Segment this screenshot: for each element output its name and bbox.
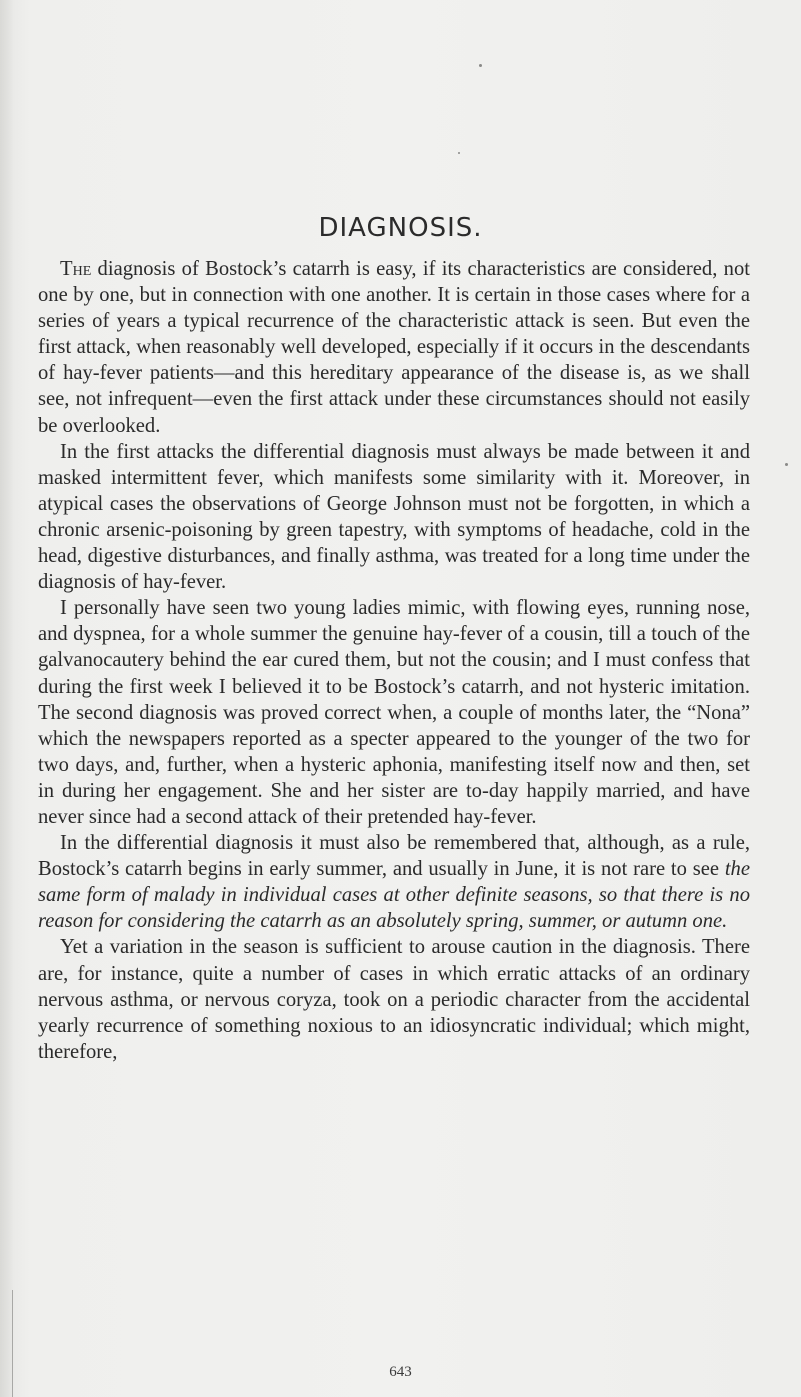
paragraph-1-lead: The <box>60 258 92 280</box>
page-number: 643 <box>389 1364 412 1380</box>
gutter-shadow <box>0 0 14 1397</box>
paragraph-1 <box>38 256 750 439</box>
paragraph-4-text: In the differential diagnosis it must also be remembered that, although, as a rule, Bostock’s catarrh begins in early summer, and usually in June, it is not rare to see <box>38 832 750 881</box>
paragraph-1-text: diagnosis of Bostock’s catarrh is easy, if its characteristics are considered, not one by one, but in connection with one another. It is certain in those cases where for a series of years a typical recurrence of the characteristic attack is seen. But even the first attack, when reasonably well developed, especially if it occurs in the descendants of hay-fever patients—and this hereditary appearance of the disease is, as we shall see, not infrequent—even the first attack under these circumstances should not easily be overlooked. <box>38 258 750 437</box>
paragraph-3: I personally have seen two young ladies mimic, with flowing eyes, running nose, and dyspnea, for a whole summer the genuine hay-fever of a cousin, till a touch of the galvanocautery behind the ear cured them, but not the cousin; and I must confess that during the first week I believed it to be Bostock’s catarrh, and not hysteric imitation. The second diagnosis was proved correct when, a couple of months later, the “Nona” which the newspapers reported as a specter appeared to the younger of the two for two days, and, further, when a hysteric aphonia, manifesting itself now and then, set in during her engagement. She and her sister are to-day happily married, and have never since had a second attack of their pretended hay-fever. <box>38 597 750 828</box>
paragraph-4-italic: the same form of malady in individual cases at other definite seasons, so that there is no reason for considering the catarrh as an absolutely spring, summer, or autumn one. <box>38 858 750 933</box>
page-edge-line <box>12 1290 13 1397</box>
speck <box>785 463 788 466</box>
paragraph-5: Yet a variation in the season is sufficient to arouse caution in the diagnosis. There are, for instance, quite a number of cases in which erratic attacks of an ordinary nervous asthma, or nervous coryza, took on a periodic character from the accidental yearly recurrence of something noxious to an idiosyncratic individual; which might, therefore, <box>38 936 750 1063</box>
speck <box>479 64 482 67</box>
body-text <box>38 256 750 1065</box>
speck <box>458 152 460 154</box>
page-heading: DIAGNOSIS. <box>318 213 483 243</box>
paragraph-4 <box>38 830 750 934</box>
paragraph-2: In the first attacks the differential diagnosis must always be made between it and masked intermittent fever, which manifests some similarity with it. Moreover, in atypical cases the observations of George Johnson must not be forgotten, in which a chronic arsenic-poisoning by green tapestry, with symptoms of headache, cold in the head, digestive disturbances, and finally asthma, was treated for a long time under the diagnosis of hay-fever. <box>38 440 750 594</box>
